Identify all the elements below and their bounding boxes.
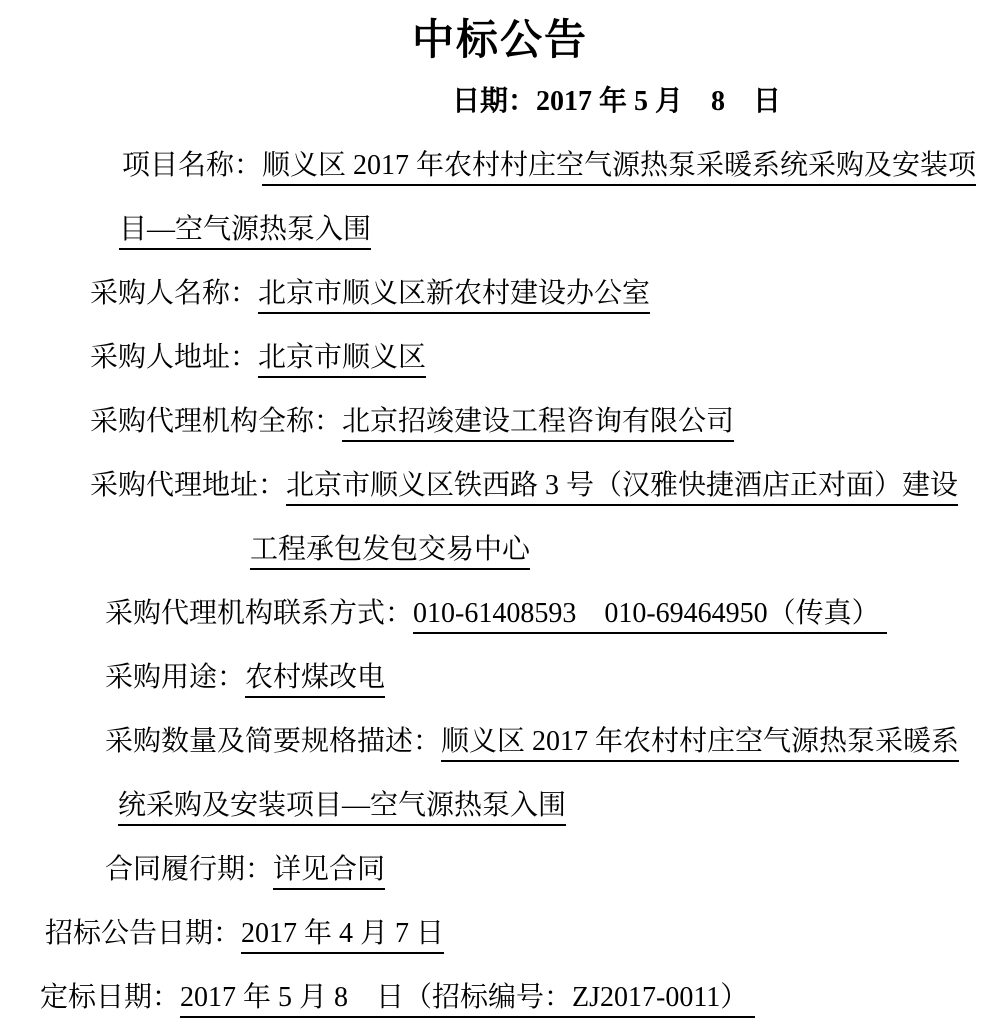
quantity-spec-value-line1: 顺义区 2017 年农村村庄空气源热泵采暖系 — [441, 726, 959, 762]
agency-contact-value: 010-61408593 010-69464950（传真） — [413, 598, 887, 634]
contract-period-value: 详见合同 — [273, 854, 385, 890]
buyer-name-value: 北京市顺义区新农村建设办公室 — [258, 278, 650, 314]
field-buyer-name — [90, 262, 1000, 326]
field-quantity-spec — [105, 710, 1000, 774]
agency-contact-label: 采购代理机构联系方式： — [105, 598, 414, 629]
buyer-name-label: 采购人名称： — [90, 278, 259, 309]
field-tender-notice-date — [45, 902, 1000, 966]
agency-address-value-line1: 北京市顺义区铁西路 3 号（汉雅快捷酒店正对面）建设 — [286, 470, 958, 506]
field-project-name-continued — [119, 198, 1000, 262]
project-name-value-line1: 顺义区 2017 年农村村庄空气源热泵采暖系统采购及安装项 — [262, 150, 976, 186]
award-date-value: 2017 年 5 月 8 日（招标编号：ZJ2017-0011） — [180, 982, 755, 1018]
field-quantity-spec-continued — [118, 774, 1000, 838]
contract-period-label: 合同履行期： — [105, 854, 274, 885]
buyer-address-label: 采购人地址： — [90, 342, 259, 373]
page-title: 中标公告 — [411, 16, 588, 63]
date-value: 2017 年 5 月 8 日 — [536, 86, 782, 117]
date-label: 日期： — [452, 86, 537, 117]
quantity-spec-value-line2: 统采购及安装项目—空气源热泵入围 — [118, 790, 566, 826]
tender-notice-date-value: 2017 年 4 月 7 日 — [241, 918, 444, 954]
award-date-label: 定标日期： — [40, 982, 181, 1013]
purchase-purpose-label: 采购用途： — [105, 662, 246, 693]
project-name-value-line2: 目—空气源热泵入围 — [119, 214, 371, 250]
field-contract-period — [105, 838, 1000, 902]
field-project-name — [122, 134, 1000, 198]
field-purchase-purpose — [105, 646, 1000, 710]
date-line — [452, 70, 1000, 134]
purchase-purpose-value: 农村煤改电 — [245, 662, 385, 698]
agency-name-value: 北京招竣建设工程咨询有限公司 — [342, 406, 734, 442]
field-award-date — [40, 966, 1000, 1030]
field-buyer-address — [90, 326, 1000, 390]
project-name-label: 项目名称： — [122, 150, 263, 181]
agency-address-value-line2: 工程承包发包交易中心 — [250, 534, 530, 570]
field-agency-contact — [105, 582, 1000, 646]
field-agency-address-continued — [250, 518, 1000, 582]
tender-notice-date-label: 招标公告日期： — [45, 918, 242, 949]
quantity-spec-label: 采购数量及简要规格描述： — [105, 726, 442, 757]
buyer-address-value: 北京市顺义区 — [258, 342, 426, 378]
agency-name-label: 采购代理机构全称： — [90, 406, 343, 437]
agency-address-label: 采购代理地址： — [90, 470, 287, 501]
field-agency-address — [90, 454, 1000, 518]
field-agency-name — [90, 390, 1000, 454]
